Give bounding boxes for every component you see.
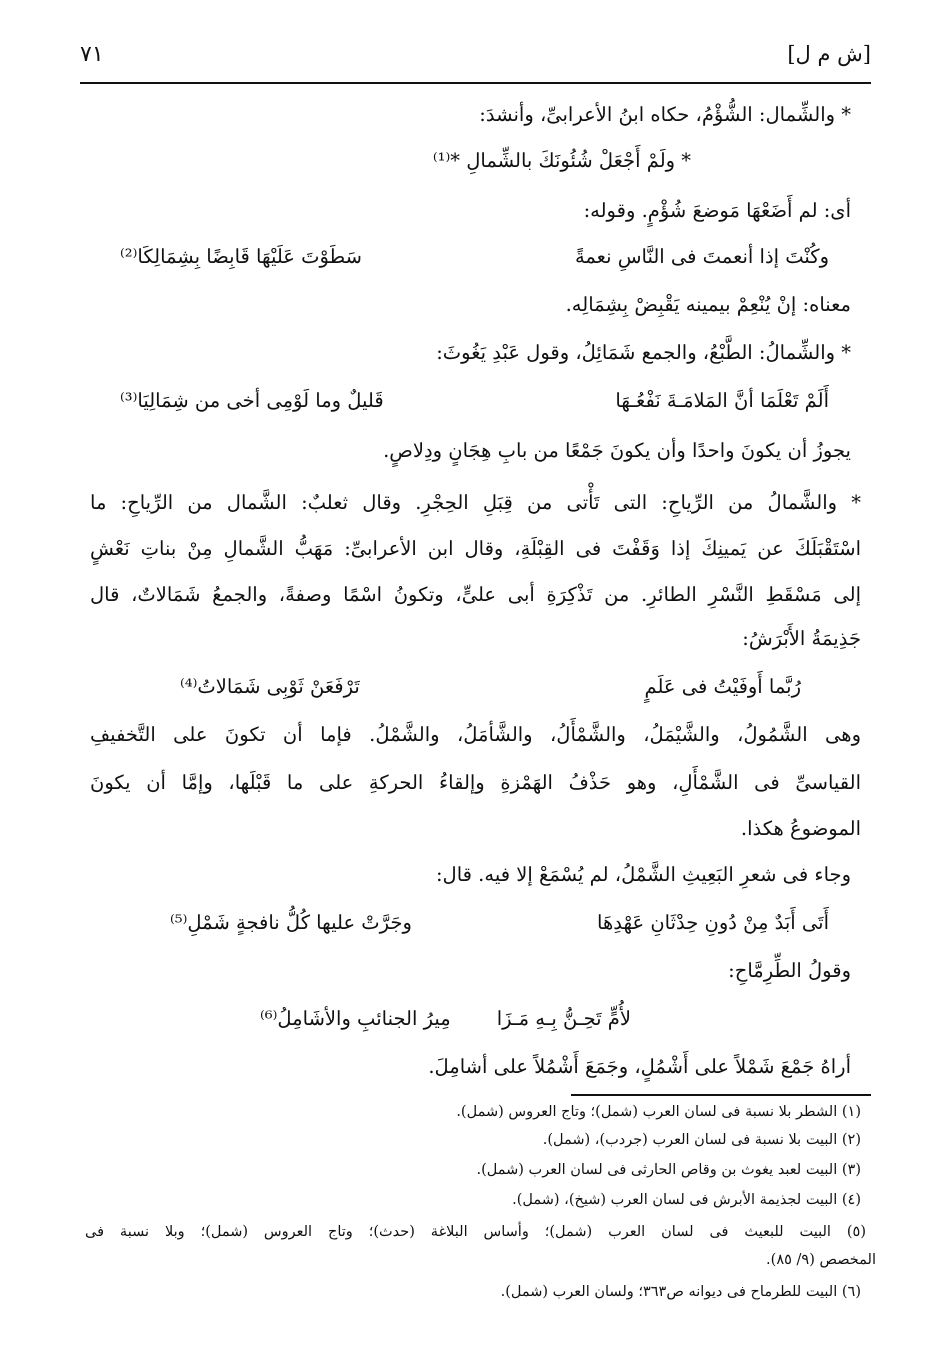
page-number: ٧١: [80, 42, 104, 67]
verse-hemistich-second: سَطَوْتَ عَلَيْهَا قَابِضًا بِشِمَالِكَا⁽²⁾: [120, 245, 362, 268]
text-line: * والشَّمالُ من الرِّياحِ: التى تَأْتى من قِبَلِ الحِجْرِ. وقال ثعلبٌ: الشَّمال من الرِّياحِ: ما: [90, 491, 861, 514]
verse-hemistich-second: قَليلٌ وما لَوْمِى أخى من شِمَالِيَا⁽³⁾: [120, 389, 384, 412]
footnote-continuation: المخصص (٩/ ٨٥).: [766, 1252, 876, 1268]
footnote: (٣) البيت لعبد يغوث بن وقاص الحارثى فى لسان العرب (شمل).: [476, 1162, 861, 1178]
header-root-letters: [ش م ل]: [787, 42, 871, 66]
header-rule: [80, 82, 871, 84]
footnote: (٤) البيت لجذيمة الأبرش فى لسان العرب (شيخ)، (شمل).: [512, 1192, 861, 1208]
text-line: معناه: إنْ يُنْعِمْ بيمينه يَقْبِضْ بِشِمَالِه.: [565, 293, 851, 316]
verse-hemistich-first: أَلَمْ تَعْلَمَا أنَّ المَلامَـةَ نَفْعُـهَا: [615, 389, 829, 412]
verse: [100, 668, 851, 706]
running-header: [80, 38, 871, 78]
footnote: (٢) البيت بلا نسبة فى لسان العرب (جردب)، (شمل).: [542, 1132, 861, 1148]
text-line: إلى مَسْقَطِ النَّسْرِ الطائرِ. من تَذْكِرَةِ أبى علىٍّ، وتكونُ اسْمًا وصفةً، والجمعُ شَمَالاتٌ، قال: [90, 583, 861, 606]
text-line: وجاء فى شعرِ البَعِيثِ الشَّمْلُ، لم يُسْمَعْ إلا فيه. قال:: [435, 863, 851, 886]
text-line: اسْتَقْبَلَكَ عن يَمينِكَ إذا وَقَفْتَ فى القِبْلَةِ، وقال ابن الأعرابىِّ: مَهَبُّ الشَّمالِ مِنْ بناتِ نَعْشٍ: [90, 537, 861, 560]
verse: [100, 1000, 851, 1038]
text-line: جَذِيمَةُ الأَبْرَشُ:: [742, 627, 861, 650]
footnote: (٦) البيت للطرماح فى ديوانه ص٣٦٣؛ ولسان العرب (شمل).: [500, 1284, 861, 1300]
verse: [100, 904, 851, 942]
footnote: (١) الشطر بلا نسبة فى لسان العرب (شمل)؛ وتاج العروس (شمل).: [456, 1104, 861, 1120]
verse-line: * ولَمْ أَجْعَلْ شُئُونَكَ بالشِّمالِ *⁽¹⁾: [432, 149, 691, 172]
footnote: (٥) البيت للبعيث فى لسان العرب (شمل)؛ وأساس البلاغة (حدث)؛ وتاج العروس (شمل)؛ وبلا نسبة فى: [85, 1224, 866, 1240]
verse: [100, 382, 851, 420]
text-line: أراهُ جَمْعَ شَمْلاً على أَشْمُلٍ، وجَمَعَ أَشْمُلاً على أشامِلَ.: [428, 1055, 851, 1078]
text-line: القياسىِّ فى الشَّمْأَلِ، وهو حَذْفُ الهَمْزةِ وإلقاءُ الحركةِ على ما قَبْلَها، وإمَّا أن يكونَ: [90, 771, 861, 794]
text-line: أى: لم أَضَعْهَا مَوضعَ شُؤْمٍ. وقوله:: [583, 199, 851, 222]
verse: [100, 238, 851, 276]
text-line: وهى الشَّمُولُ، والشَّيْمَلُ، والشَّمْأَلُ، والشَّأمَلُ، والشَّمْلُ. فإما أن تكونَ على التَّخفيفِ: [90, 723, 861, 746]
footnote-rule: [571, 1094, 871, 1096]
verse-hemistich-first: رُبَّما أَوفَيْتُ فى عَلَمٍ: [644, 675, 801, 698]
verse-hemistich-first: وكُنْتَ إذا أنعمتَ فى النَّاسِ نعمةً: [574, 245, 829, 268]
verse-hemistich-first: لأُمٍّ تَحِـنُّ بِـهِ مَـزَا: [496, 1007, 631, 1030]
text-line: * والشِّمالُ: الطَّبْعُ، والجمع شَمَائِلُ، وقول عَبْدِ يَغُوثَ:: [436, 341, 851, 364]
text-line: الموضوعُ هكذا.: [740, 817, 861, 840]
verse-hemistich-second: تَرْفَعَنْ ثَوْبِى شَمَالاتُ⁽⁴⁾: [180, 675, 360, 698]
verse-hemistich-first: أَتَى أَبَدٌ مِنْ دُونِ حِدْثَانِ عَهْدِهَا: [597, 911, 829, 934]
text-line: * والشِّمال: الشُّؤْمُ، حكاه ابنُ الأعرابىِّ، وأنشدَ:: [479, 103, 851, 126]
verse-hemistich-second: مِيرُ الجنائبِ والأشَامِلُ⁽⁶⁾: [260, 1007, 451, 1030]
verse-hemistich-second: وجَرَّتْ عليها كُلُّ نافجةٍ شَمْلِ⁽⁵⁾: [170, 911, 412, 934]
text-line: يجوزُ أن يكونَ واحدًا وأن يكونَ جَمْعًا من بابِ هِجَانٍ ودِلاصٍ.: [383, 439, 851, 462]
text-line: وقولُ الطِّرِمَّاحِ:: [728, 959, 851, 982]
